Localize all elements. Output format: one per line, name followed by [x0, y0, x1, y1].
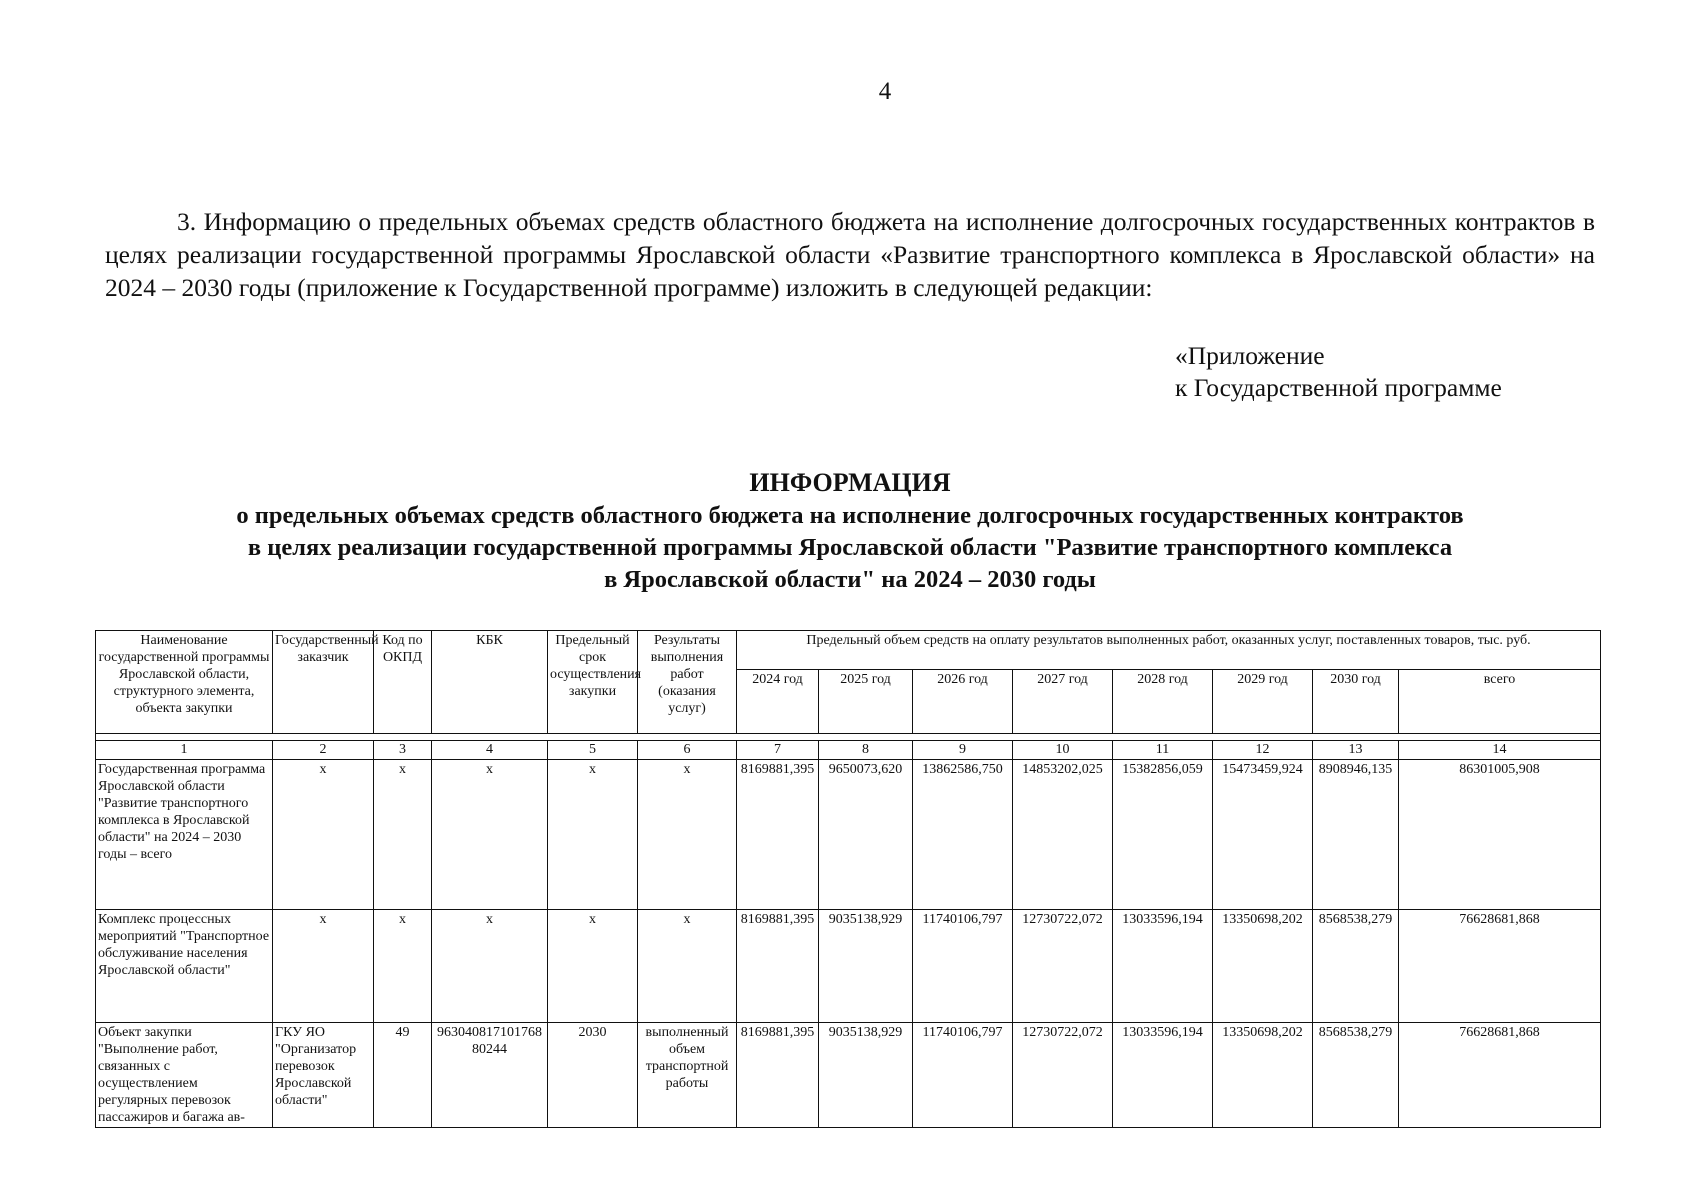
- col-number: 8: [819, 741, 913, 760]
- row-total: 86301005,908: [1399, 760, 1601, 910]
- document-heading: [90, 466, 1610, 596]
- heading-title: ИНФОРМАЦИЯ: [749, 468, 951, 497]
- intro-paragraph: 3. Информацию о предельных объемах средств областного бюджета на исполнение долгосрочных государственных контрактов в целях реализации государственной программы Ярославской области «Развитие транспортного комплекса в Ярославской области» на 2024 – 2030 годы (приложение к Государственной программе) изложить в следующей редакции:: [105, 207, 1595, 302]
- row-customer: ГКУ ЯО "Организатор перевозок Ярославской области": [273, 1023, 374, 1128]
- col-number: 13: [1313, 741, 1399, 760]
- row-name: Объект закупки "Выполнение работ, связанных с осуществлением регулярных перевозок пассажиров и багажа ав-: [96, 1023, 273, 1128]
- row-2025: 9035138,929: [819, 910, 913, 1023]
- heading-line-3: в Ярославской области" на 2024 – 2030 годы: [604, 566, 1096, 593]
- col-number: 14: [1399, 741, 1601, 760]
- col-number: 12: [1213, 741, 1313, 760]
- row-total: 76628681,868: [1399, 1023, 1601, 1128]
- row-2026: 11740106,797: [913, 1023, 1013, 1128]
- row-2024: 8169881,395: [737, 760, 819, 910]
- row-2029: 13350698,202: [1213, 910, 1313, 1023]
- header-results: Результаты выполнения работ (оказания услуг): [638, 631, 737, 734]
- row-term: х: [548, 910, 638, 1023]
- row-2030: 8908946,135: [1313, 760, 1399, 910]
- table-row: [96, 1023, 1601, 1128]
- header-limit: Предельный объем средств на оплату результатов выполненных работ, оказанных услуг, поставленных товаров, тыс. руб.: [737, 631, 1601, 670]
- header-year-2024: 2024 год: [737, 670, 819, 734]
- col-number: 10: [1013, 741, 1113, 760]
- row-name: Комплекс процессных мероприятий "Транспортное обслуживание населения Ярославской области": [96, 910, 273, 1023]
- col-number: 2: [273, 741, 374, 760]
- budget-table: [95, 630, 1601, 1128]
- header-customer: Государственный заказчик: [273, 631, 374, 734]
- row-2027: 14853202,025: [1013, 760, 1113, 910]
- appendix-line-1: «Приложение: [1175, 341, 1325, 370]
- header-year-2030: 2030 год: [1313, 670, 1399, 734]
- row-2029: 13350698,202: [1213, 1023, 1313, 1128]
- row-results: х: [638, 760, 737, 910]
- col-number: 1: [96, 741, 273, 760]
- row-2025: 9650073,620: [819, 760, 913, 910]
- row-2025: 9035138,929: [819, 1023, 913, 1128]
- header-kbk: КБК: [432, 631, 548, 734]
- row-2030: 8568538,279: [1313, 1023, 1399, 1128]
- row-name: Государственная программа Ярославской области "Развитие транспортного комплекса в Ярославской области" на 2024 – 2030 годы – всего: [96, 760, 273, 910]
- col-number: 3: [374, 741, 432, 760]
- col-number: 7: [737, 741, 819, 760]
- header-total: всего: [1399, 670, 1601, 734]
- row-2028: 15382856,059: [1113, 760, 1213, 910]
- row-results: х: [638, 910, 737, 1023]
- row-2024: 8169881,395: [737, 1023, 819, 1128]
- col-number: 11: [1113, 741, 1213, 760]
- appendix-line-2: к Государственной программе: [1175, 373, 1502, 402]
- gap-cell: [96, 734, 1601, 741]
- header-year-2029: 2029 год: [1213, 670, 1313, 734]
- header-year-2027: 2027 год: [1013, 670, 1113, 734]
- col-number: 6: [638, 741, 737, 760]
- page-number: 4: [878, 78, 892, 105]
- column-number-row: [96, 741, 1601, 760]
- col-number: 4: [432, 741, 548, 760]
- table-row: [96, 910, 1601, 1023]
- row-2029: 15473459,924: [1213, 760, 1313, 910]
- row-2026: 11740106,797: [913, 910, 1013, 1023]
- row-2027: 12730722,072: [1013, 910, 1113, 1023]
- header-okpd: Код по ОКПД: [374, 631, 432, 734]
- row-term: х: [548, 760, 638, 910]
- row-total: 76628681,868: [1399, 910, 1601, 1023]
- row-okpd: 49: [374, 1023, 432, 1128]
- heading-line-1: о предельных объемах средств областного бюджета на исполнение долгосрочных государственных контрактов: [236, 502, 1464, 529]
- row-2026: 13862586,750: [913, 760, 1013, 910]
- row-term: 2030: [548, 1023, 638, 1128]
- header-gap: [96, 734, 1601, 741]
- col-number: 9: [913, 741, 1013, 760]
- row-results: выполненный объем транспортной работы: [638, 1023, 737, 1128]
- header-term: Предельный срок осуществления закупки: [548, 631, 638, 734]
- row-okpd: х: [374, 760, 432, 910]
- row-2024: 8169881,395: [737, 910, 819, 1023]
- header-year-2026: 2026 год: [913, 670, 1013, 734]
- table-row: [96, 760, 1601, 910]
- row-2027: 12730722,072: [1013, 1023, 1113, 1128]
- row-kbk: 96304081710176880244: [432, 1023, 548, 1128]
- row-customer: х: [273, 910, 374, 1023]
- header-year-2025: 2025 год: [819, 670, 913, 734]
- row-okpd: х: [374, 910, 432, 1023]
- row-kbk: х: [432, 760, 548, 910]
- heading-line-2: в целях реализации государственной программы Ярославской области "Развитие транспортного комплекса: [247, 534, 1453, 561]
- col-number: 5: [548, 741, 638, 760]
- header-name: Наименование государственной программы Ярославской области, структурного элемента, объекта закупки: [96, 631, 273, 734]
- row-2028: 13033596,194: [1113, 1023, 1213, 1128]
- table-header-row: [96, 631, 1601, 670]
- row-2030: 8568538,279: [1313, 910, 1399, 1023]
- row-2028: 13033596,194: [1113, 910, 1213, 1023]
- row-kbk: х: [432, 910, 548, 1023]
- header-year-2028: 2028 год: [1113, 670, 1213, 734]
- appendix-note: [1175, 340, 1502, 404]
- row-customer: х: [273, 760, 374, 910]
